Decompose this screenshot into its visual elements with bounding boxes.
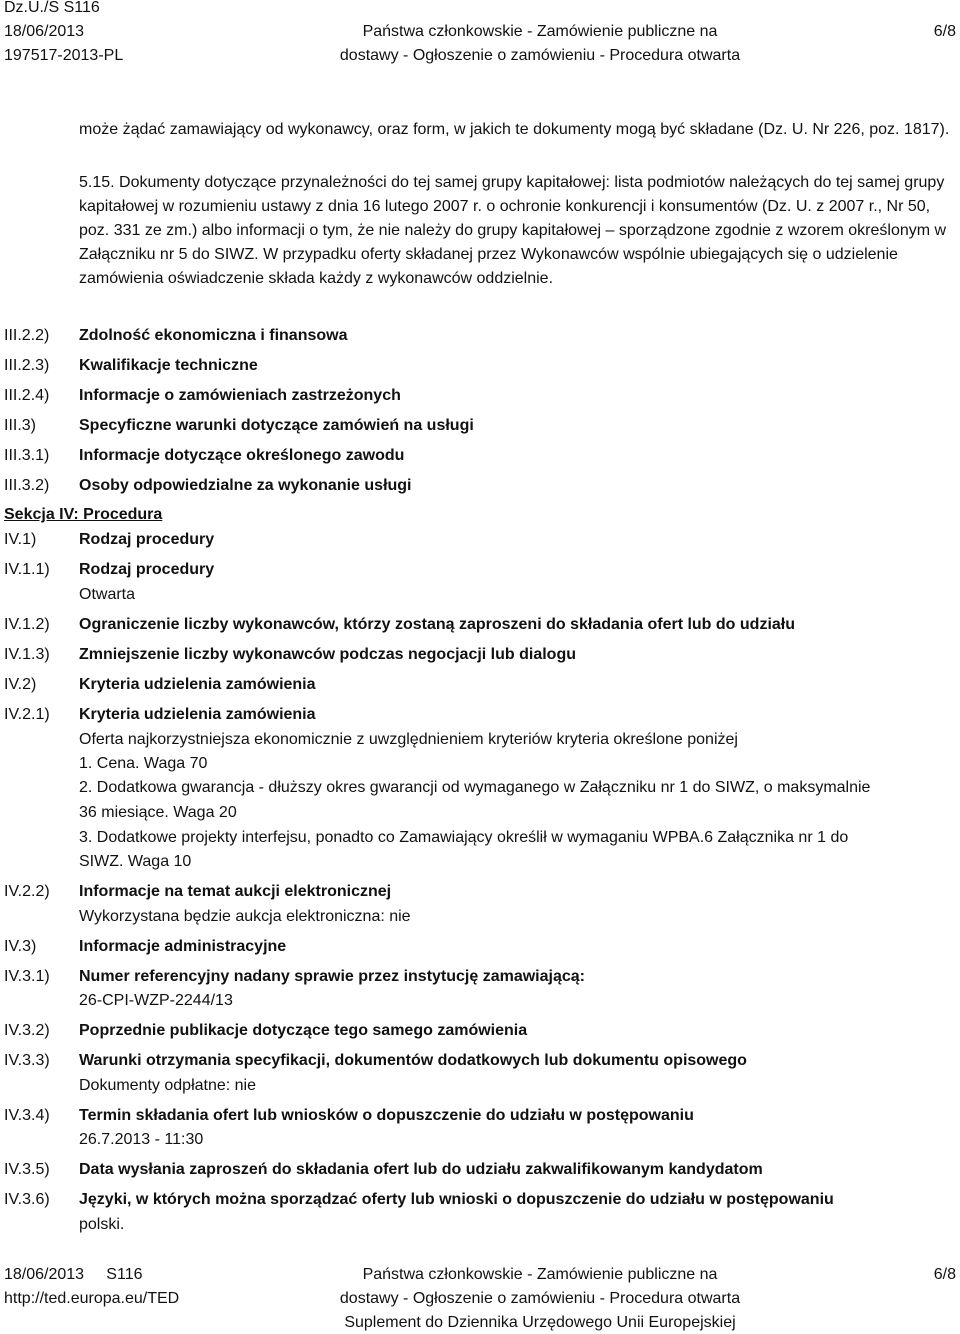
section-number: IV.1) (4, 531, 37, 548)
section-number: IV.3.2) (4, 1022, 50, 1039)
section-detail: 26.7.2013 - 11:30 (79, 1131, 204, 1148)
section-number: III.3.1) (4, 447, 50, 464)
section-title: Zmniejszenie liczby wykonawców podczas negocjacji lub dialogu (79, 646, 576, 663)
section-number: IV.2) (4, 676, 37, 693)
footer-title-line1: Państwa członkowskie - Zamówienie publiczne na (362, 1266, 718, 1283)
header-title-line2: dostawy - Ogłoszenie o zamówieniu - Procedura otwarta (339, 47, 741, 64)
section-title: Data wysłania zaproszeń do składania ofert lub do udziału zakwalifikowanym kandydatom (79, 1161, 763, 1178)
footer-url-link[interactable]: http://ted.europa.eu/TED (4, 1290, 180, 1307)
section-title: Ograniczenie liczby wykonawców, którzy zostaną zaproszeni do składania ofert lub do udziału (79, 616, 795, 633)
section-title: Języki, w których można sporządzać oferty lub wnioski o dopuszczenie do udziału w postępowaniu (79, 1191, 834, 1208)
section-title: Informacje dotyczące określonego zawodu (79, 447, 405, 464)
section-detail: Dokumenty odpłatne: nie (79, 1077, 256, 1094)
section-title: Poprzednie publikacje dotyczące tego samego zamówienia (79, 1022, 528, 1039)
section-number: III.2.4) (4, 387, 50, 404)
section-title: Rodzaj procedury (79, 531, 215, 548)
section-number: III.3) (4, 417, 37, 434)
section-number: IV.2.1) (4, 706, 50, 723)
section-number: IV.1.3) (4, 646, 50, 663)
section-title: Informacje administracyjne (79, 938, 287, 955)
section-detail: Wykorzystana będzie aukcja elektroniczna: nie (79, 908, 411, 925)
section-number: IV.3.3) (4, 1052, 50, 1069)
section-detail: 3. Dodatkowe projekty interfejsu, ponadto co Zamawiający określił w wymaganiu WPBA.6 Załącznika nr 1 do (79, 829, 849, 846)
section-title: Rodzaj procedury (79, 561, 215, 578)
section-title: Informacje na temat aukcji elektronicznej (79, 883, 392, 900)
section-detail: 2. Dodatkowa gwarancja - dłuższy okres gwarancji od wymaganego w Załączniku nr 1 do SIWZ, o maksymalnie (79, 779, 871, 796)
section-title: Zdolność ekonomiczna i finansowa (79, 327, 348, 344)
intro-paragraph-2: 5.15. Dokumenty dotyczące przynależności do tej samej grupy kapitałowej: lista podmiotów należących do tej samej grupy kapitałowej w rozumieniu ustawy z dnia 16 lutego 2007 r. o ochronie konkurencji i konsumentów (Dz. U. z 2007 r., Nr 50, poz. 331 ze zm.) albo informacji o tym, że nie należy do grupy kapitałowej – sporządzone zgodnie z wzorem określonym w Załączniku nr 5 do SIWZ. W przypadku oferty składanej przez Wykonawców wspólnie ubiegających się o udzielenie zamówienia oświadczenie składa każdy z wykonawców oddzielnie. (79, 174, 947, 287)
header-page-number: 6/8 (933, 23, 956, 40)
section-number: III.2.3) (4, 357, 50, 374)
footer-date-issue: 18/06/2013 S116 (4, 1266, 143, 1283)
header-title-line1: Państwa członkowskie - Zamówienie publiczne na (362, 23, 718, 40)
section-number: IV.1.2) (4, 616, 50, 633)
section-title: Warunki otrzymania specyfikacji, dokumentów dodatkowych lub dokumentu opisowego (79, 1052, 747, 1069)
section-detail: 1. Cena. Waga 70 (79, 755, 208, 772)
footer-supplement: Suplement do Dziennika Urzędowego Unii Europejskiej (344, 1314, 736, 1331)
header-notice-id: 197517-2013-PL (4, 47, 124, 64)
section-number: III.2.2) (4, 327, 50, 344)
section-detail: 26-CPI-WZP-2244/13 (79, 992, 233, 1009)
section-number: IV.1.1) (4, 561, 50, 578)
footer-page-number: 6/8 (933, 1266, 956, 1283)
section-iv-heading: Sekcja IV: Procedura (4, 506, 163, 523)
intro-paragraph-1: może żądać zamawiający od wykonawcy, oraz form, w jakich te dokumenty mogą być składane (Dz. U. Nr 226, poz. 1817). (79, 121, 950, 138)
section-number: IV.3.4) (4, 1107, 50, 1124)
section-number: IV.3.5) (4, 1161, 50, 1178)
section-title: Numer referencyjny nadany sprawie przez instytucję zamawiającą: (79, 968, 585, 985)
section-number: III.3.2) (4, 477, 50, 494)
section-title: Kwalifikacje techniczne (79, 357, 258, 374)
header-journal-ref: Dz.U./S S116 (4, 0, 100, 16)
section-title: Informacje o zamówieniach zastrzeżonych (79, 387, 401, 404)
header-date: 18/06/2013 (4, 23, 85, 40)
section-title: Specyficzne warunki dotyczące zamówień na usługi (79, 417, 474, 434)
footer-title-line2: dostawy - Ogłoszenie o zamówieniu - Procedura otwarta (339, 1290, 741, 1307)
section-number: IV.2.2) (4, 883, 50, 900)
section-number: IV.3) (4, 938, 37, 955)
section-number: IV.3.6) (4, 1191, 50, 1208)
section-detail: polski. (79, 1216, 125, 1233)
section-title: Kryteria udzielenia zamówienia (79, 676, 316, 693)
section-number: IV.3.1) (4, 968, 50, 985)
section-detail: SIWZ. Waga 10 (79, 853, 192, 870)
section-detail: Otwarta (79, 586, 136, 603)
section-title: Kryteria udzielenia zamówienia (79, 706, 316, 723)
section-detail: 36 miesiące. Waga 20 (79, 804, 237, 821)
section-title: Termin składania ofert lub wniosków o dopuszczenie do udziału w postępowaniu (79, 1107, 694, 1124)
section-title: Osoby odpowiedzialne za wykonanie usługi (79, 477, 412, 494)
section-detail: Oferta najkorzystniejsza ekonomicznie z uwzględnieniem kryteriów kryteria określone poniżej (79, 731, 738, 748)
